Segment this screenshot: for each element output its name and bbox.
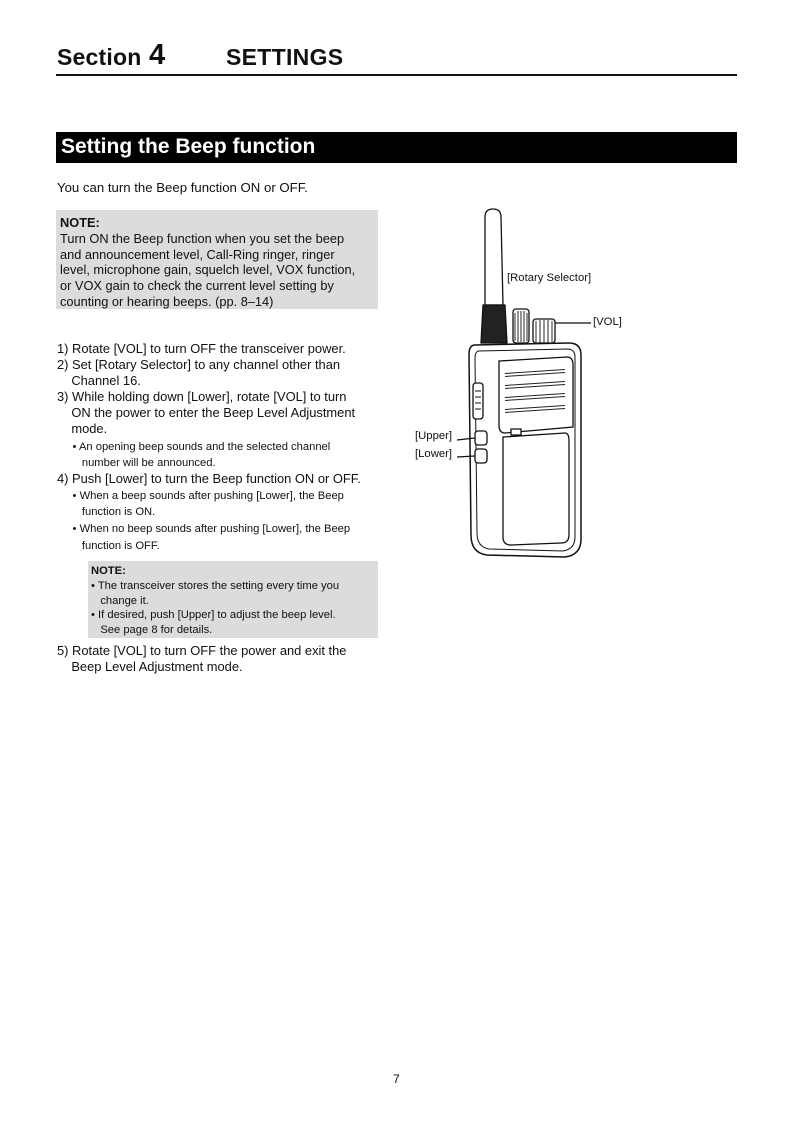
step-5	[57, 643, 346, 675]
step-3: 3) While holding down [Lower], rotate [VOL] to turn	[57, 389, 347, 405]
note-text-2	[91, 564, 339, 638]
note-line: • The transceiver stores the setting every time you	[91, 579, 340, 592]
page-number: 7	[393, 1072, 400, 1086]
step-4-bullet-cont: function is ON.	[57, 506, 156, 519]
transceiver-illustration	[405, 205, 645, 565]
section-word: Section	[57, 44, 142, 70]
step-4-bullet-cont: function is OFF.	[57, 539, 160, 552]
step-3-cont: mode.	[57, 421, 108, 437]
step-2: 2) Set [Rotary Selector] to any channel other than	[57, 357, 341, 373]
section-title: SETTINGS	[226, 44, 344, 70]
intro-text: You can turn the Beep function ON or OFF.	[57, 180, 308, 195]
step-3-bullet: • An opening beep sounds and the selected channel	[57, 440, 331, 453]
header-rule	[56, 74, 737, 76]
step-3-bullet-cont: number will be announced.	[57, 457, 216, 470]
step-4: 4) Push [Lower] to turn the Beep function ON or OFF.	[57, 470, 361, 486]
note-line: level, microphone gain, squelch level, VOX function,	[60, 262, 356, 278]
note-label: NOTE:	[91, 565, 126, 577]
step-4-bullet: • When a beep sounds after pushing [Lower], the Beep	[57, 489, 344, 502]
step-5-line: 5) Rotate [VOL] to turn OFF the power and exit the	[57, 643, 347, 658]
note-line: counting or hearing beeps. (pp. 8–14)	[60, 293, 274, 309]
note-line: change it.	[91, 594, 149, 607]
section-number: 4	[149, 39, 166, 71]
upper-label: [Upper]	[415, 430, 453, 442]
note-line: • If desired, push [Upper] to adjust the beep level.	[91, 609, 336, 622]
step-4-bullet: • When no beep sounds after pushing [Lower], the Beep	[57, 523, 351, 536]
note-line: and announcement level, Call-Ring ringer, ringer	[60, 246, 335, 262]
vol-label: [VOL]	[593, 316, 622, 328]
note-label: NOTE:	[60, 215, 100, 230]
rotary-selector-label: [Rotary Selector]	[507, 272, 592, 284]
note-line: See page 8 for details.	[91, 624, 213, 637]
step-1: 1) Rotate [VOL] to turn OFF the transceiver power.	[57, 341, 346, 356]
steps-list	[57, 341, 361, 553]
transceiver-figure	[405, 205, 645, 565]
step-2-cont: Channel 16.	[57, 373, 141, 389]
step-3-cont: ON the power to enter the Beep Level Adjustment	[57, 405, 356, 421]
note-text	[60, 215, 355, 310]
note-line: Turn ON the Beep function when you set the beep	[60, 230, 345, 246]
page-title: Setting the Beep function	[61, 135, 316, 158]
page-title-bar	[56, 132, 737, 163]
lower-label: [Lower]	[415, 448, 453, 460]
step-5-cont: Beep Level Adjustment mode.	[57, 659, 243, 675]
note-line: or VOX gain to check the current level setting by	[60, 278, 334, 294]
